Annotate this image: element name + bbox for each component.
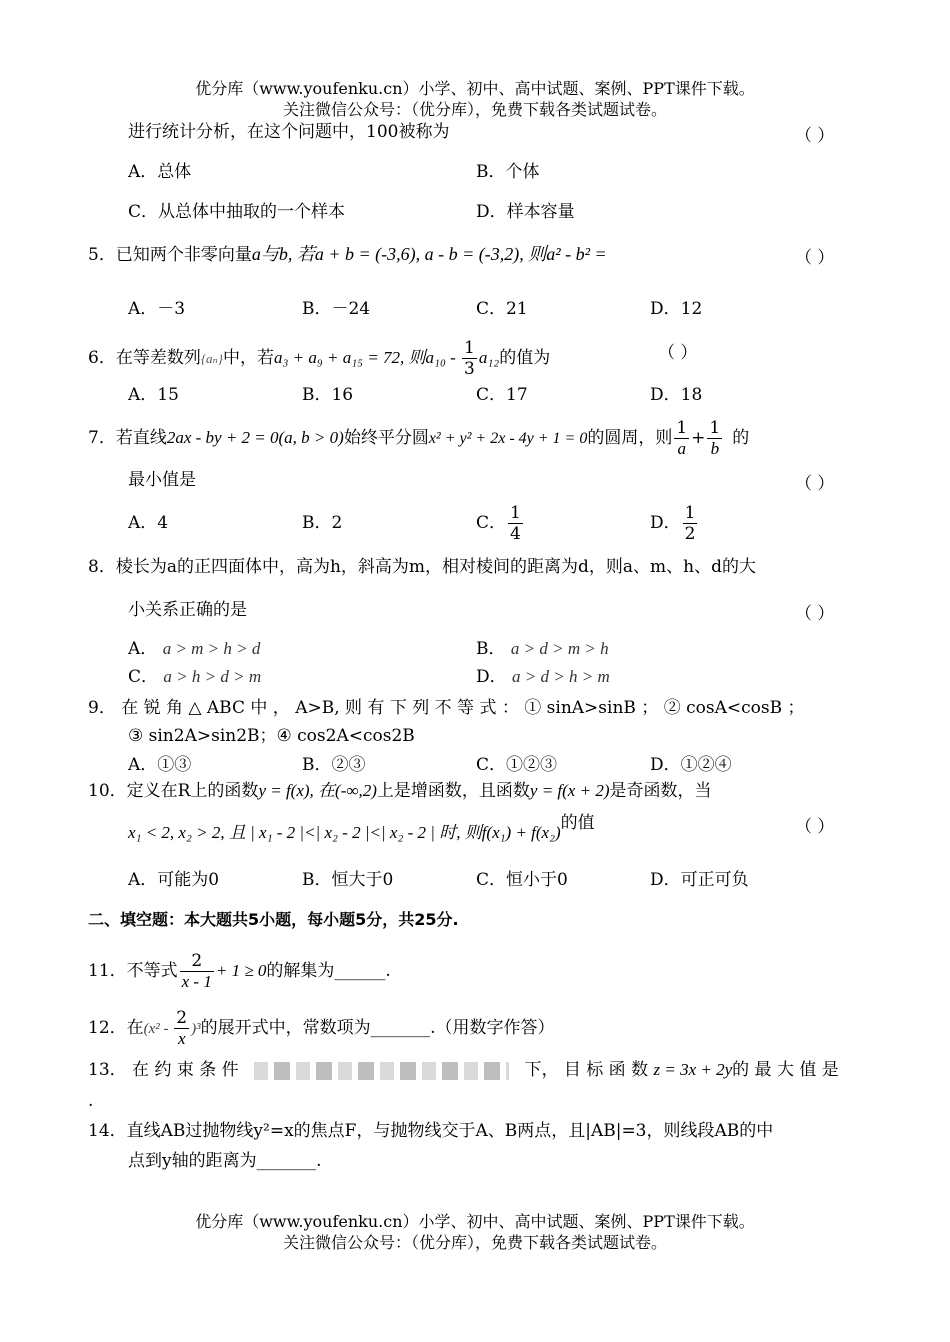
q7-frac-2-den: b: [710, 439, 720, 458]
q8-option-c-math: a > h > d > m: [163, 667, 262, 686]
q6-mid-text: 中，若: [223, 348, 274, 368]
q6-frac-den: 3: [464, 359, 475, 379]
q13-constraint-image: [254, 1062, 509, 1080]
q9-option-a: A．①③: [128, 755, 192, 775]
q9-stem: 9． 在 锐 角 △ ABC 中 ， A>B, 则 有 下 列 不 等 式 ： ① sinA>sinB ； ② cosA<cosB ；: [88, 698, 805, 718]
q10-stem: [88, 780, 712, 802]
q12-math-b: )³: [191, 1021, 201, 1037]
q7-frac-1-den: a: [677, 439, 686, 458]
q7-option-d-num: 1: [684, 503, 696, 523]
q8-option-b: [476, 638, 609, 660]
q10-answer-paren: （ ）: [795, 817, 835, 837]
q11-fraction: [180, 951, 214, 992]
q6-option-b: B．16: [302, 385, 354, 405]
q10-math-2: y = f(x + 2): [529, 781, 610, 800]
q8-option-d: [476, 666, 610, 688]
q13-tail: 的 最 大 值 是: [732, 1060, 839, 1080]
q11: [88, 948, 391, 994]
q9-option-b: B．②③: [302, 755, 366, 775]
q8-option-c: [128, 666, 261, 688]
q10-option-c: C．恒小于0: [476, 870, 568, 890]
q6-tail: 的值为: [499, 348, 551, 368]
q5-stem: [88, 243, 607, 266]
q7-answer-paren: （ ）: [795, 474, 835, 494]
q8-option-c-label: C．: [128, 667, 159, 687]
q7-continuation: 最小值是: [128, 470, 196, 490]
q12-frac-num: 2: [176, 1008, 188, 1028]
q5-option-d: D．12: [650, 299, 703, 319]
q5-option-c: C．21: [476, 299, 528, 319]
q7-option-c-label: C．: [476, 513, 507, 533]
q10-option-a: A．可能为0: [128, 870, 220, 890]
q11-frac-den: x - 1: [181, 972, 212, 991]
q7-frac-2: [707, 418, 722, 459]
q10-cont-tail: 的值: [560, 813, 595, 833]
q13-math: z = 3x + 2y: [653, 1060, 733, 1079]
q6-option-c: C．17: [476, 385, 528, 405]
q5-answer-paren: （ ）: [795, 248, 835, 268]
q6-option-a: A．15: [128, 385, 179, 405]
q10-cont-math: x₁ < 2, x₂ > 2, 且 | x₁ - 2 |<| x₂ - 2 |<| x₂ - 2 | 时, 则f(x₁) + f(x₂): [128, 823, 561, 842]
q7-option-c-num: 1: [510, 503, 521, 523]
q13: [88, 1059, 839, 1081]
q12: [88, 1005, 555, 1052]
q8-option-a-math: a > m > h > d: [162, 639, 261, 658]
q7-option-c-den: 4: [510, 524, 521, 544]
q6-stem-text: 6．在等差数列: [88, 348, 201, 368]
q8-continuation: 小关系正确的是: [128, 600, 247, 620]
q7-option-d-den: 2: [684, 524, 696, 544]
q4-option-d: D．样本容量: [476, 202, 575, 222]
header-line-2: 关注微信公众号：（优分库），免费下载各类试题试卷。: [282, 100, 667, 119]
q10-tail: 是奇函数，当: [609, 781, 712, 801]
q10-stem-text: 10．定义在R上的函数: [88, 781, 259, 801]
q6-math-2: a₁₂: [478, 348, 500, 367]
q9-option-c: C．①②③: [476, 755, 558, 775]
q6-sequence: {aₙ}: [200, 351, 223, 366]
q12-stem: 12．在: [88, 1018, 144, 1038]
q5-option-b: B．－24: [302, 299, 371, 319]
q10-option-b: B．恒大于0: [302, 870, 394, 890]
q13-period: .: [88, 1091, 94, 1111]
q7-stem: [88, 418, 749, 459]
q14-line-1: 14．直线AB过抛物线y²=x的焦点F，与抛物线交于A、B两点，且|AB|=3，则线段AB的中: [88, 1121, 774, 1141]
q8-answer-paren: （ ）: [795, 604, 835, 624]
q12-frac-den: x: [177, 1029, 186, 1048]
section-2-heading: 二、填空题：本大题共5小题，每小题5分，共25分.: [88, 910, 459, 929]
q7-tail: 的圆周，则: [587, 428, 673, 448]
q4-continuation: 进行统计分析，在这个问题中，100被称为: [128, 122, 450, 142]
q10-continuation: [128, 813, 595, 844]
q11-math: + 1 ≥ 0: [215, 961, 267, 980]
footer-line-2: 关注微信公众号：（优分库），免费下载各类试题试卷。: [282, 1233, 667, 1252]
q6-option-d: D．18: [650, 385, 703, 405]
q11-tail: 的解集为______.: [266, 961, 391, 981]
q6-frac-num: 1: [464, 338, 475, 358]
q4-option-b: B．个体: [476, 162, 540, 182]
q6-answer-paren: （ ）: [658, 343, 698, 363]
q6-math: a₃ + a₉ + a₁₅ = 72, 则a₁₀ -: [274, 348, 461, 367]
q6-fraction: [462, 338, 477, 379]
q10-option-d: D．可正可负: [650, 870, 749, 890]
q5-stem-text: 5．已知两个非零向量: [88, 245, 252, 265]
q14-line-2: 点到y轴的距离为_______.: [128, 1151, 322, 1171]
q7-option-c: [476, 500, 525, 546]
q6-stem: [88, 338, 550, 379]
header-line-1: 优分库（www.youfenku.cn）小学、初中、高中试题、案例、PPT课件下载。: [195, 79, 755, 98]
q8-option-a-label: A．: [128, 639, 158, 659]
q4-answer-paren: （ ）: [795, 126, 835, 146]
q10-math-1: y = f(x), 在(-∞,2): [258, 781, 377, 800]
q7-tail-2: 的: [732, 428, 750, 448]
q7-option-b: B．2: [302, 513, 343, 533]
q13-mid: 下， 目 标 函 数: [524, 1060, 649, 1080]
q7-frac-1: [674, 418, 689, 459]
q7-plus: +: [691, 428, 706, 448]
q7-option-d-label: D．: [650, 513, 681, 533]
q8-stem: 8．棱长为a的正四面体中，高为h，斜高为m，相对棱间的距离为d，则a、m、h、d的大: [88, 557, 756, 577]
q9-option-d: D．①②④: [650, 755, 732, 775]
q7-math-2: x² + y² + 2x - 4y + 1 = 0: [428, 430, 588, 447]
q12-tail: 的展开式中，常数项为_______.（用数字作答）: [200, 1018, 555, 1038]
q7-option-d: [650, 500, 699, 546]
q12-fraction: [174, 1008, 189, 1049]
q8-option-d-math: a > d > h > m: [512, 667, 610, 686]
q8-option-a: [128, 638, 260, 660]
q7-stem-text: 7．若直线: [88, 428, 167, 448]
q7-option-c-frac: [508, 503, 523, 544]
footer-line-1: 优分库（www.youfenku.cn）小学、初中、高中试题、案例、PPT课件下载。: [195, 1212, 755, 1231]
q7-frac-2-num: 1: [709, 418, 721, 438]
q13-stem: 13． 在 约 束 条 件: [88, 1060, 239, 1080]
q8-option-d-label: D．: [476, 667, 507, 687]
q8-option-b-label: B．: [476, 639, 506, 659]
q9-continuation: ③ sin2A>sin2B；④ cos2A<cos2B: [128, 726, 415, 746]
q7-math-1: 2ax - by + 2 = 0(a, b > 0): [166, 428, 344, 447]
q5-option-a: A．－3: [128, 299, 186, 319]
q5-math: a与b, 若a + b = (-3,6), a - b = (-3,2), 则a² - b² =: [251, 244, 607, 264]
q7-option-a: A．4: [128, 513, 169, 533]
q11-stem: 11．不等式: [88, 961, 178, 981]
q11-frac-num: 2: [180, 951, 214, 972]
q7-mid: 始终平分圆: [343, 428, 429, 448]
q4-option-a: A．总体: [128, 162, 192, 182]
q7-frac-1-num: 1: [676, 418, 688, 438]
q12-math-a: (x² -: [143, 1021, 173, 1037]
q10-mid: 上是增函数，且函数: [376, 781, 530, 801]
q7-option-d-frac: [683, 503, 698, 544]
q4-option-c: C．从总体中抽取的一个样本: [128, 202, 346, 222]
q8-option-b-math: a > d > m > h: [510, 639, 609, 658]
